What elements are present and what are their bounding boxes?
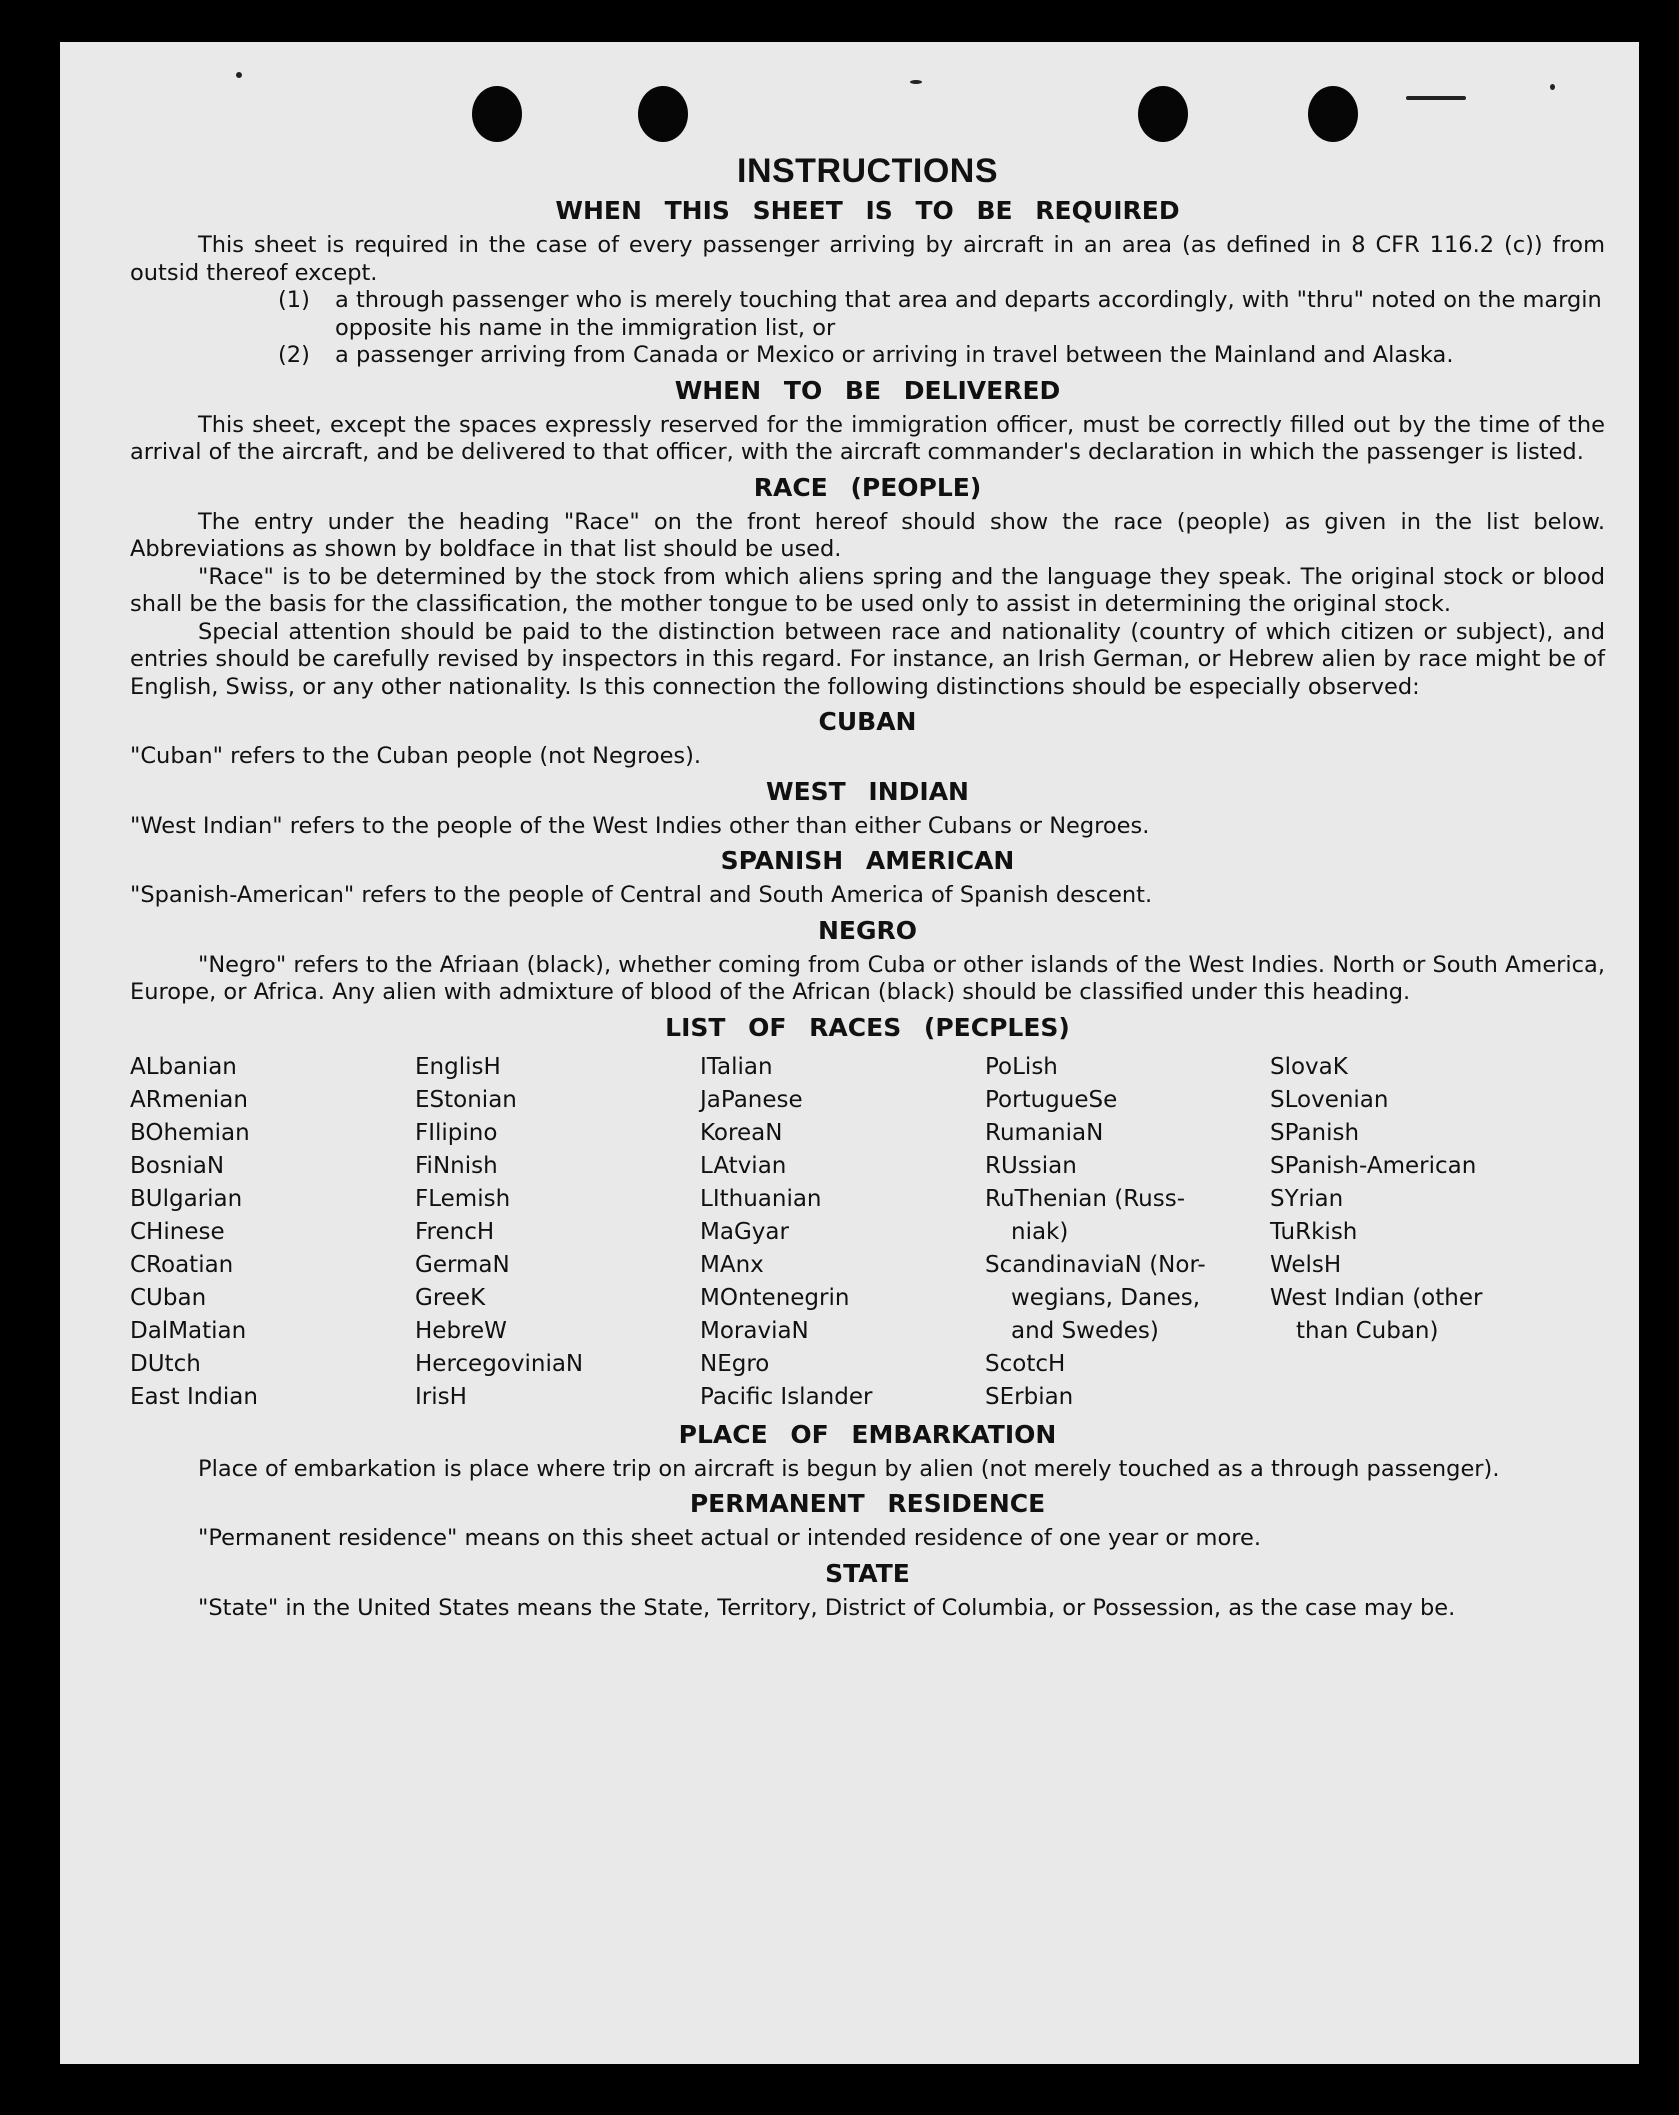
races-column: [985, 1051, 1270, 1414]
section-heading: STATE: [825, 1558, 910, 1588]
negro-text: "Negro" refers to the Afriaan (black), whether coming from Cuba or other islands of the West Indies. North or South America, Europe, or Africa. Any alien with admixture of blood of the African (black) should be classified under this heading.: [130, 951, 1605, 1005]
speck: [910, 80, 922, 84]
races-list: [130, 1049, 1605, 1414]
race-entry: LIthuanian: [700, 1185, 822, 1212]
item-number: (2): [278, 342, 310, 368]
race-entry: MaGyar: [700, 1218, 789, 1245]
section-heading: RACE (PEOPLE): [753, 472, 982, 502]
section-heading: SPANISH AMERICAN: [720, 846, 1015, 875]
instructions-content: [130, 148, 1605, 1622]
race-entry: FIlipino: [415, 1119, 498, 1146]
spanish-american-text: "Spanish-American" refers to the people of Central and South America of Spanish descent.: [130, 882, 1153, 908]
race-entry: SPanish-American: [1270, 1152, 1477, 1179]
race-entry: RumaniaN: [985, 1119, 1104, 1146]
delivered-text: This sheet, except the spaces expressly reserved for the immigration officer, must be correctly filled out by the time of the arrival of the aircraft, and be delivered to that officer, with the aircraft commander's declaration in which the passenger is listed.: [130, 411, 1605, 465]
race-entry: MAnx: [700, 1251, 764, 1278]
section-heading: PERMANENT RESIDENCE: [689, 1489, 1046, 1518]
race-entry: RuThenian (Russ-: [985, 1185, 1186, 1212]
item-text: a passenger arriving from Canada or Mexico or arriving in travel between the Mainland and Alaska.: [335, 342, 1454, 368]
race-entry: EStonian: [415, 1086, 517, 1113]
race-entry: CUban: [130, 1284, 207, 1311]
punch-hole: [472, 86, 522, 142]
race-entry: HebreW: [415, 1317, 507, 1344]
race-entry: LAtvian: [700, 1152, 787, 1179]
race-entry: SLovenian: [1270, 1086, 1389, 1113]
section-heading: WHEN THIS SHEET IS TO BE REQUIRED: [555, 196, 1180, 225]
race-entry: BUlgarian: [130, 1185, 243, 1212]
section-heading: LIST OF RACES (PECPLES): [665, 1012, 1070, 1042]
document-page: [60, 42, 1639, 2064]
race-entry: East Indian: [130, 1383, 258, 1410]
cuban-text: "Cuban" refers to the Cuban people (not Negroes).: [130, 743, 702, 769]
race-entry: BOhemian: [130, 1119, 250, 1146]
item-number: (1): [278, 287, 310, 313]
race-entry: CRoatian: [130, 1251, 234, 1278]
race-entry: ScotcH: [985, 1350, 1066, 1377]
race-entry-continuation: than Cuban): [1296, 1317, 1439, 1344]
races-column: [415, 1051, 700, 1414]
race-entry: KoreaN: [700, 1119, 783, 1146]
race-entry: EnglisH: [415, 1053, 501, 1080]
race-entry: CHinese: [130, 1218, 225, 1245]
punch-hole: [1138, 86, 1188, 142]
race-entry: Pacific Islander: [700, 1383, 873, 1410]
race-entry: GreeK: [415, 1284, 486, 1311]
section-heading: WHEN TO BE DELIVERED: [674, 375, 1061, 405]
race-entry: DalMatian: [130, 1317, 247, 1344]
exception-item: [130, 287, 1605, 342]
race-entry: IrisH: [415, 1383, 467, 1410]
race-entry-continuation: wegians, Danes,: [1011, 1284, 1201, 1311]
embarkation-text: Place of embarkation is place where trip on aircraft is begun by alien (not merely touched as a through passenger).: [198, 1455, 1500, 1482]
race-entry: ITalian: [700, 1053, 773, 1080]
section-heading: CUBAN: [818, 707, 917, 736]
exception-item: [130, 342, 1605, 370]
race-entry: FiNnish: [415, 1152, 498, 1179]
race-entry: DUtch: [130, 1350, 201, 1377]
races-column: [1270, 1051, 1555, 1414]
race-entry: SErbian: [985, 1383, 1074, 1410]
race-entry: NEgro: [700, 1350, 770, 1377]
race-entry: WelsH: [1270, 1251, 1342, 1278]
tear-mark: [1406, 96, 1466, 100]
race-entry-continuation: niak): [1011, 1218, 1069, 1245]
section-heading: NEGRO: [817, 915, 918, 945]
race-entry: MoraviaN: [700, 1317, 809, 1344]
race-entry: RUssian: [985, 1152, 1077, 1179]
race-paragraph: "Race" is to be determined by the stock from which aliens spring and the language they speak. The original stock or blood shall be the basis for the classification, the mother tongue to be used only to assist in determining the original stock.: [130, 563, 1605, 617]
races-column: [700, 1051, 985, 1414]
section-heading: PLACE OF EMBARKATION: [678, 1419, 1057, 1449]
race-entry: SlovaK: [1270, 1053, 1348, 1080]
race-entry: ARmenian: [130, 1086, 248, 1113]
race-entry: PortugueSe: [985, 1086, 1118, 1113]
race-entry: HercegoviniaN: [415, 1350, 584, 1377]
race-entry: GermaN: [415, 1251, 510, 1278]
race-entry: FrencH: [415, 1218, 495, 1245]
race-paragraph: The entry under the heading "Race" on the front hereof should show the race (people) as given in the list below. Abbreviations as shown by boldface in that list should be used.: [130, 508, 1605, 562]
race-entry: ScandinaviaN (Nor-: [985, 1251, 1206, 1278]
west-indian-text: "West Indian" refers to the people of the West Indies other than either Cubans or Negroes.: [130, 812, 1150, 839]
race-entry: MOntenegrin: [700, 1284, 850, 1311]
race-entry: TuRkish: [1270, 1218, 1358, 1245]
page-title: INSTRUCTIONS: [737, 152, 998, 190]
races-column: [130, 1051, 415, 1414]
residence-text: "Permanent residence" means on this sheet actual or intended residence of one year or more.: [198, 1525, 1261, 1551]
race-entry: West Indian (other: [1270, 1284, 1483, 1311]
race-paragraph: Special attention should be paid to the distinction between race and nationality (country of which citizen or subject), and entries should be carefully revised by inspectors in this regard. For instance, an Irish German, or Hebrew alien by race might be of English, Swiss, or any other nationality. Is this connection the following distinctions should be especially observed:: [130, 618, 1605, 700]
state-text: "State" in the United States means the State, Territory, District of Columbia, or Possession, as the case may be.: [198, 1594, 1456, 1621]
race-entry-continuation: and Swedes): [1011, 1317, 1159, 1344]
speck: [1550, 84, 1555, 90]
punch-hole: [1308, 86, 1358, 142]
section-heading: WEST INDIAN: [766, 776, 969, 806]
race-entry: PoLish: [985, 1053, 1058, 1080]
race-entry: BosniaN: [130, 1152, 225, 1179]
item-text: a through passenger who is merely touching that area and departs accordingly, with "thru" noted on the margin opposite his name in the immigration list, or: [335, 287, 1602, 341]
required-intro: This sheet is required in the case of every passenger arriving by aircraft in an area (as defined in 8 CFR 116.2 (c)) from outsid thereof except.: [130, 232, 1605, 286]
race-entry: FLemish: [415, 1185, 511, 1212]
punch-hole: [638, 86, 688, 142]
race-entry: ALbanian: [130, 1053, 237, 1080]
race-entry: SYrian: [1270, 1185, 1344, 1212]
race-entry: SPanish: [1270, 1119, 1360, 1146]
speck: [236, 72, 242, 78]
race-entry: JaPanese: [700, 1086, 803, 1113]
